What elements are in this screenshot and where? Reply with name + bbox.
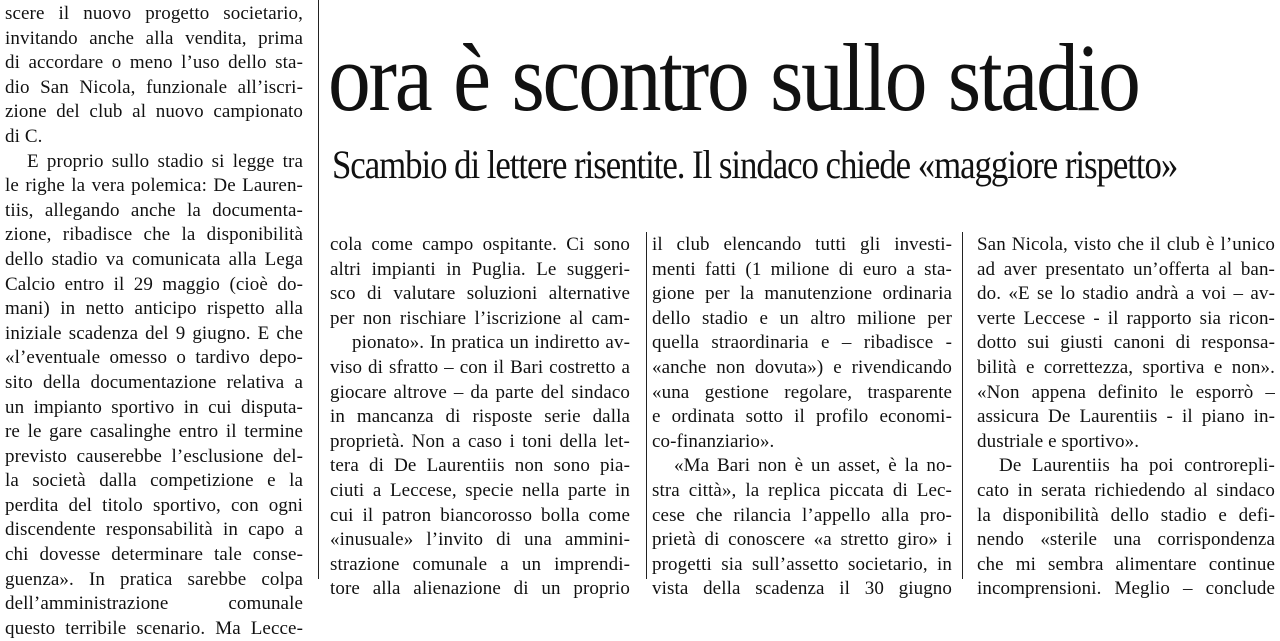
column-divider — [962, 232, 963, 579]
text-line: invitando anche alla vendita, prima — [5, 27, 303, 49]
text-line: e ordinata sotto il profilo economi- — [652, 406, 952, 428]
text-line: perdita del titolo sportivo, con ogni — [5, 494, 303, 516]
article-subheadline: Scambio di lettere risentite. Il sindaco chiede «maggiore rispetto» — [332, 142, 1178, 187]
text-line: tiis, allegando anche la documenta- — [5, 199, 303, 221]
text-line: cola come campo ospitante. Ci sono — [330, 234, 630, 255]
text-line: ciuti a Leccese, specie nella parte in — [330, 479, 630, 501]
text-line: San Nicola, visto che il club è l’unico — [977, 234, 1275, 255]
text-line: dotto sui giusti canoni di responsa- — [977, 332, 1275, 354]
article-headline: ora è scontro sullo stadio — [328, 24, 1139, 131]
text-line: discendente responsabilità in capo a — [5, 519, 303, 541]
text-line: mani) in netto anticipo rispetto alla — [5, 298, 303, 320]
text-line: altri impianti in Puglia. Le suggeri- — [330, 258, 630, 280]
text-line: vista della scadenza il 30 giugno — [652, 578, 952, 600]
text-line: gione per la manutenzione ordinaria — [652, 283, 952, 305]
text-line: do. «E se lo stadio andrà a voi – av- — [977, 283, 1275, 305]
text-line: dello stadio va comunicata alla Lega — [5, 248, 303, 270]
text-line: scere il nuovo progetto societario, — [5, 3, 303, 24]
text-line: bilità e correttezza, sportiva e non». — [977, 356, 1275, 378]
text-line: incomprensioni. Meglio – conclude — [977, 578, 1275, 600]
text-line: co-finanziario». — [652, 430, 775, 452]
text-line: previsto causerebbe l’esclusione del- — [5, 445, 303, 467]
text-line: proprietà. Non a caso i toni della let- — [330, 430, 630, 452]
text-line: cui il patron biancorosso bolla come — [330, 504, 630, 526]
text-line: dell’amministrazione comunale — [5, 593, 303, 615]
text-line: «Non appena definito le esporrò – — [977, 381, 1275, 403]
article-column-3 — [652, 233, 952, 602]
text-line: progetti sia sull’assetto societario, in — [652, 553, 952, 575]
text-line: sco di valutare soluzioni alternative — [330, 283, 630, 305]
article-column-1 — [5, 2, 303, 641]
text-line: E proprio sullo stadio si legge tra — [27, 150, 303, 172]
text-line: zione del club al nuovo campionato — [5, 101, 303, 123]
column-divider — [646, 232, 647, 579]
text-line: «inusuale» l’invito di una ammini- — [330, 529, 630, 551]
text-line: quella straordinaria e – ribadisce - — [652, 332, 952, 354]
text-line: De Laurentiis ha poi controrepli- — [999, 455, 1275, 477]
text-line: Calcio entro il 29 maggio (cioè do- — [5, 273, 303, 295]
text-line: re le gare casalinghe entro il termine — [5, 421, 303, 443]
text-line: menti fatti (1 milione di euro a sta- — [652, 258, 952, 280]
text-line: «una gestione regolare, trasparente — [652, 381, 952, 403]
text-line: sito della documentazione relativa a — [5, 371, 303, 393]
text-line: in mancanza di risposte serie dalla — [330, 406, 630, 428]
text-line: tera di De Laurentiis non sono pia- — [330, 455, 630, 477]
text-line: guenza». In pratica sarebbe colpa — [5, 568, 303, 590]
article-column-2 — [330, 233, 630, 602]
text-line: assicura De Laurentiis - il piano in- — [977, 406, 1275, 428]
text-line: «l’eventuale omesso o tardivo depo- — [5, 347, 303, 369]
text-line: cese che rilancia l’appello alla pro- — [652, 504, 952, 526]
text-line: tore alla alienazione di un proprio — [330, 578, 630, 600]
article-column-4 — [977, 233, 1275, 602]
text-line: ad aver presentato un’offerta al ban- — [977, 258, 1275, 280]
text-line: giocare altrove – da parte del sindaco — [330, 381, 630, 403]
text-line: di C. — [5, 125, 43, 147]
text-line: la società dalla competizione e la — [5, 470, 303, 492]
text-line: dustriale e sportivo». — [977, 430, 1140, 452]
text-line: zione, ribadisce che la disponibilità — [5, 224, 303, 246]
text-line: iniziale scadenza del 9 giugno. E che — [5, 322, 303, 344]
text-line: dello stadio e un altro milione per — [652, 307, 952, 329]
text-line: il club elencando tutti gli investi- — [652, 234, 952, 255]
text-line: dio San Nicola, funzionale all’iscri- — [5, 76, 303, 98]
column-divider — [318, 0, 319, 579]
text-line: per non rischiare l’iscrizione al cam- — [330, 307, 630, 329]
text-line: cato in serata richiedendo al sindaco — [977, 479, 1275, 501]
text-line: un impianto sportivo in cui disputa- — [5, 396, 303, 418]
text-line: viso di sfratto – con il Bari costretto a — [330, 356, 630, 378]
text-line: pionato». In pratica un indiretto av- — [352, 332, 630, 354]
text-line: prietà di conoscere «a stretto giro» i — [652, 529, 952, 551]
text-line: nendo «sterile una corrispondenza — [977, 529, 1275, 551]
text-line: questo terribile scenario. Ma Lecce- — [5, 617, 303, 639]
text-line: «Ma Bari non è un asset, è la no- — [674, 455, 952, 477]
text-line: di accordare o meno l’uso dello sta- — [5, 52, 303, 74]
text-line: che mi sembra alimentare continue — [977, 553, 1275, 575]
text-line: strazione comunale a un imprendi- — [330, 553, 630, 575]
text-line: stra città», la replica piccata di Lec- — [652, 479, 952, 501]
text-line: le righe la vera polemica: De Lauren- — [5, 175, 303, 197]
text-line: la disponibilità dello stadio e defi- — [977, 504, 1275, 526]
text-line: «anche non dovuta») e rivendicando — [652, 356, 952, 378]
text-line: chi dovesse determinare tale conse- — [5, 544, 303, 566]
text-line: verte Leccese - il rapporto sia ricon- — [977, 307, 1275, 329]
